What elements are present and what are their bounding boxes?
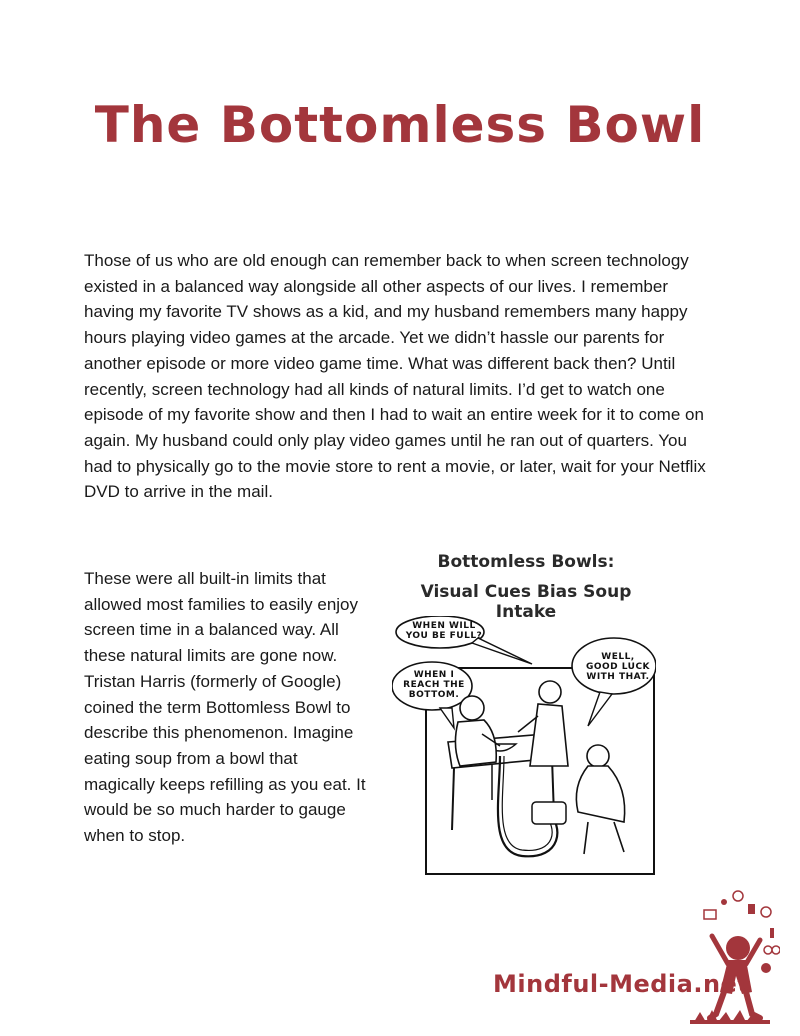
figure-title-line2: Visual Cues Bias Soup Intake: [420, 582, 632, 622]
page-title: The Bottomless Bowl: [94, 96, 706, 154]
bubble3-line3: WITH THAT.: [586, 672, 650, 682]
logo-text: Mindful-Media.net: [493, 970, 750, 998]
speech-bubble-1: [404, 621, 484, 641]
bubble2-line1: WHEN I: [413, 670, 455, 680]
second-paragraph: These were all built-in limits that allowed most families to easily enjoy screen time in a balanced way. All these natural limits are gone now. Tristan Harris (formerly of Google) coined the term Bottomless Bowl to describe this phenomenon. Imagine eating soup from a bowl that magically keeps refilling as you eat. It would be so much harder to gauge when to stop.: [84, 569, 366, 846]
bubble3-line2: GOOD LUCK: [585, 662, 651, 672]
speech-bubble-3: [578, 652, 658, 682]
speech-bubble-2: [396, 670, 472, 700]
intro-paragraph: Those of us who are old enough can remember back to when screen technology existed in a balanced way alongside all other aspects of our lives. I remember having my favorite TV shows as a kid, and my husband remembers many happy hours playing video games at the arcade. Yet we didn’t hassle our parents for another episode or more video game time. What was different back then? Until recently, screen technology had all kinds of natural limits. I’d get to watch one episode of my favorite show and then I had to wait an entire week for it to come on again. My husband could only play video games until he ran out of quarters. You had to physically go to the movie store to rent a movie, or later, wait for your Netflix DVD to arrive in the mail.: [84, 251, 706, 502]
figure-title-line1: Bottomless Bowls:: [437, 552, 615, 572]
bubble2-line3: BOTTOM.: [408, 690, 460, 700]
bubble2-line2: REACH THE: [403, 680, 465, 690]
bubble1-line1: WHEN WILL: [412, 621, 476, 631]
bottomless-bowl-figure: [388, 552, 664, 882]
bubble3-line1: WELL,: [601, 652, 635, 662]
bubble1-line2: YOU BE FULL?: [405, 631, 483, 641]
juggling-child-logo-icon: [480, 880, 780, 1030]
